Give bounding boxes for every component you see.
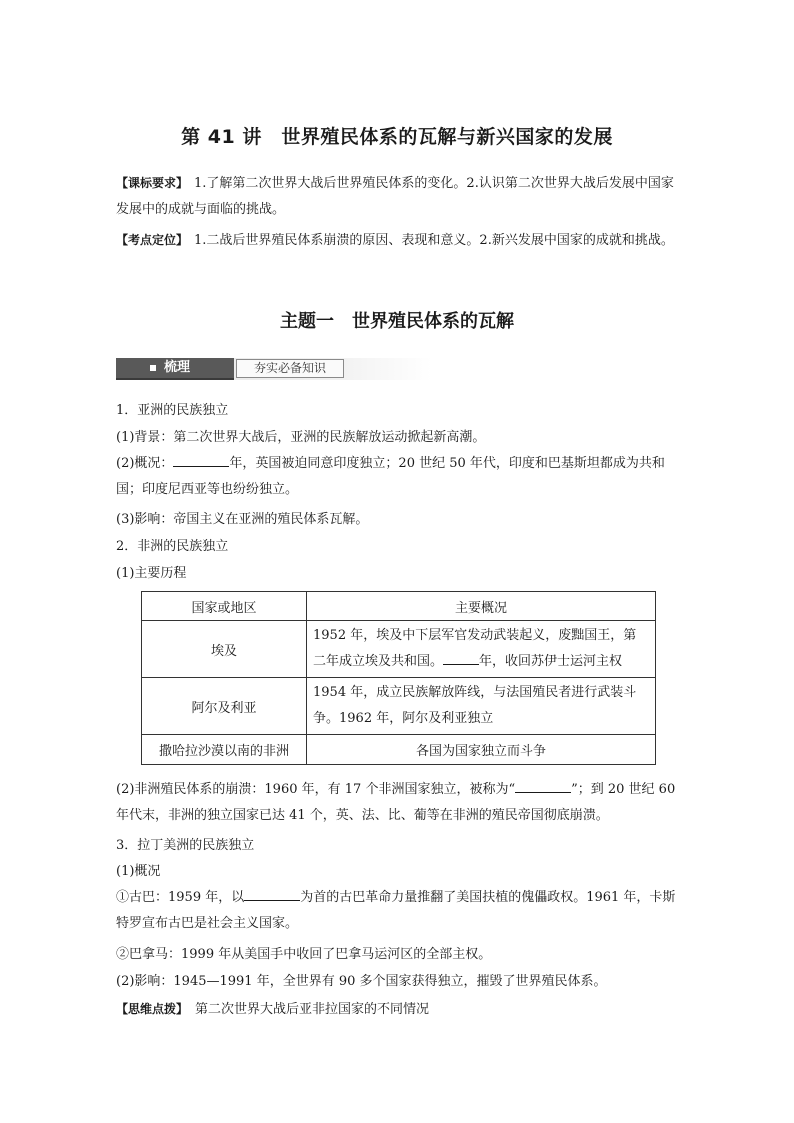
tip-tag: 【思维点拨】 [116, 1002, 183, 1016]
tip-text: 第二次世界大战后亚非拉国家的不同情况 [195, 1002, 430, 1017]
asia-impact: (3)影响：帝国主义在亚洲的殖民体系瓦解。 [116, 512, 369, 527]
curriculum-requirement [116, 170, 682, 223]
latam-overview-heading: (1)概况 [116, 864, 161, 879]
africa-process-heading: (1)主要历程 [116, 566, 187, 581]
banner-label [116, 358, 234, 380]
cuba-text: ①古巴：1959 年，以 [116, 890, 245, 905]
desc-cell [307, 621, 656, 678]
desc-cell: 1954 年，成立民族解放阵线，与法国殖民者进行武装斗争。1962 年，阿尔及利亚独立 [307, 678, 656, 735]
fill-blank [443, 651, 479, 665]
asia-overview-label: (2)概况： [116, 456, 174, 471]
banner-subtitle: 夯实必备知识 [236, 359, 344, 378]
cuba-text-2: 为首的古巴革命力量推翻了美国扶植的傀儡政权。1961 年，卡斯特罗宣布古巴是社会主义国家。 [116, 890, 676, 931]
square-bullet-icon [150, 365, 156, 371]
fill-blank [173, 453, 229, 467]
fill-blank [244, 887, 300, 901]
egypt-text: 1952 年，埃及中下层军官发动武装起义，废黜国王，第二年成立埃及共和国。 [313, 628, 637, 669]
section-banner [116, 358, 432, 380]
section-heading-latam: 3．拉丁美洲的民族独立 [116, 838, 255, 853]
region-cell: 阿尔及利亚 [142, 678, 307, 735]
egypt-text-2: 年，收回苏伊士运河主权 [479, 654, 623, 669]
fill-blank [515, 779, 571, 793]
table-header-row [142, 592, 656, 621]
desc-cell: 各国为国家独立而斗争 [307, 735, 656, 765]
thinking-tip [116, 998, 686, 1021]
section-heading-asia: 1．亚洲的民族独立 [116, 403, 229, 418]
asia-background: (1)背景：第二次世界大战后，亚洲的民族解放运动掀起新高潮。 [116, 430, 486, 445]
topic-title: 主题一 世界殖民体系的瓦解 [280, 311, 514, 332]
table-row [142, 735, 656, 765]
africa-collapse-text: (2)非洲殖民体系的崩溃：1960 年，有 17 个非洲国家独立，被称为“ [116, 782, 516, 797]
region-cell: 撒哈拉沙漠以南的非洲 [142, 735, 307, 765]
africa-collapse [116, 777, 684, 829]
table-header: 国家或地区 [142, 592, 307, 621]
africa-collapse-text-2: ”；到 20 世纪 60 年代末，非洲的独立国家已达 41 个，英、法、比、葡等在非洲的殖民帝国彻底崩溃。 [116, 782, 676, 823]
region-cell: 埃及 [142, 621, 307, 678]
page-title: 第 41 讲 世界殖民体系的瓦解与新兴国家的发展 [181, 126, 613, 148]
africa-table [141, 591, 656, 765]
exam-positioning [116, 227, 682, 254]
positioning-text: 1.二战后世界殖民体系崩溃的原因、表现和意义。2.新兴发展中国家的成就和挑战。 [194, 233, 674, 248]
table-row [142, 678, 656, 735]
banner-label-text: 梳理 [164, 360, 191, 375]
table-row [142, 621, 656, 678]
requirement-tag: 【课标要求】 [116, 176, 189, 190]
latam-impact: (2)影响：1945—1991 年，全世界有 90 多个国家获得独立，摧毁了世界殖民体系。 [116, 974, 607, 989]
positioning-tag: 【考点定位】 [116, 233, 189, 247]
section-heading-africa: 2．非洲的民族独立 [116, 539, 229, 554]
asia-overview-text: 年，英国被迫同意印度独立；20 世纪 50 年代，印度和巴基斯坦都成为共和国；印度尼西亚等也纷纷独立。 [116, 456, 665, 497]
panama-text: ②巴拿马：1999 年从美国手中收回了巴拿马运河区的全部主权。 [116, 947, 492, 962]
asia-overview [116, 451, 682, 503]
requirement-text: 1.了解第二次世界大战后世界殖民体系的变化。2.认识第二次世界大战后发展中国家发展中的成就与面临的挑战。 [116, 176, 674, 217]
cuba-paragraph [116, 885, 684, 937]
table-header: 主要概况 [307, 592, 656, 621]
